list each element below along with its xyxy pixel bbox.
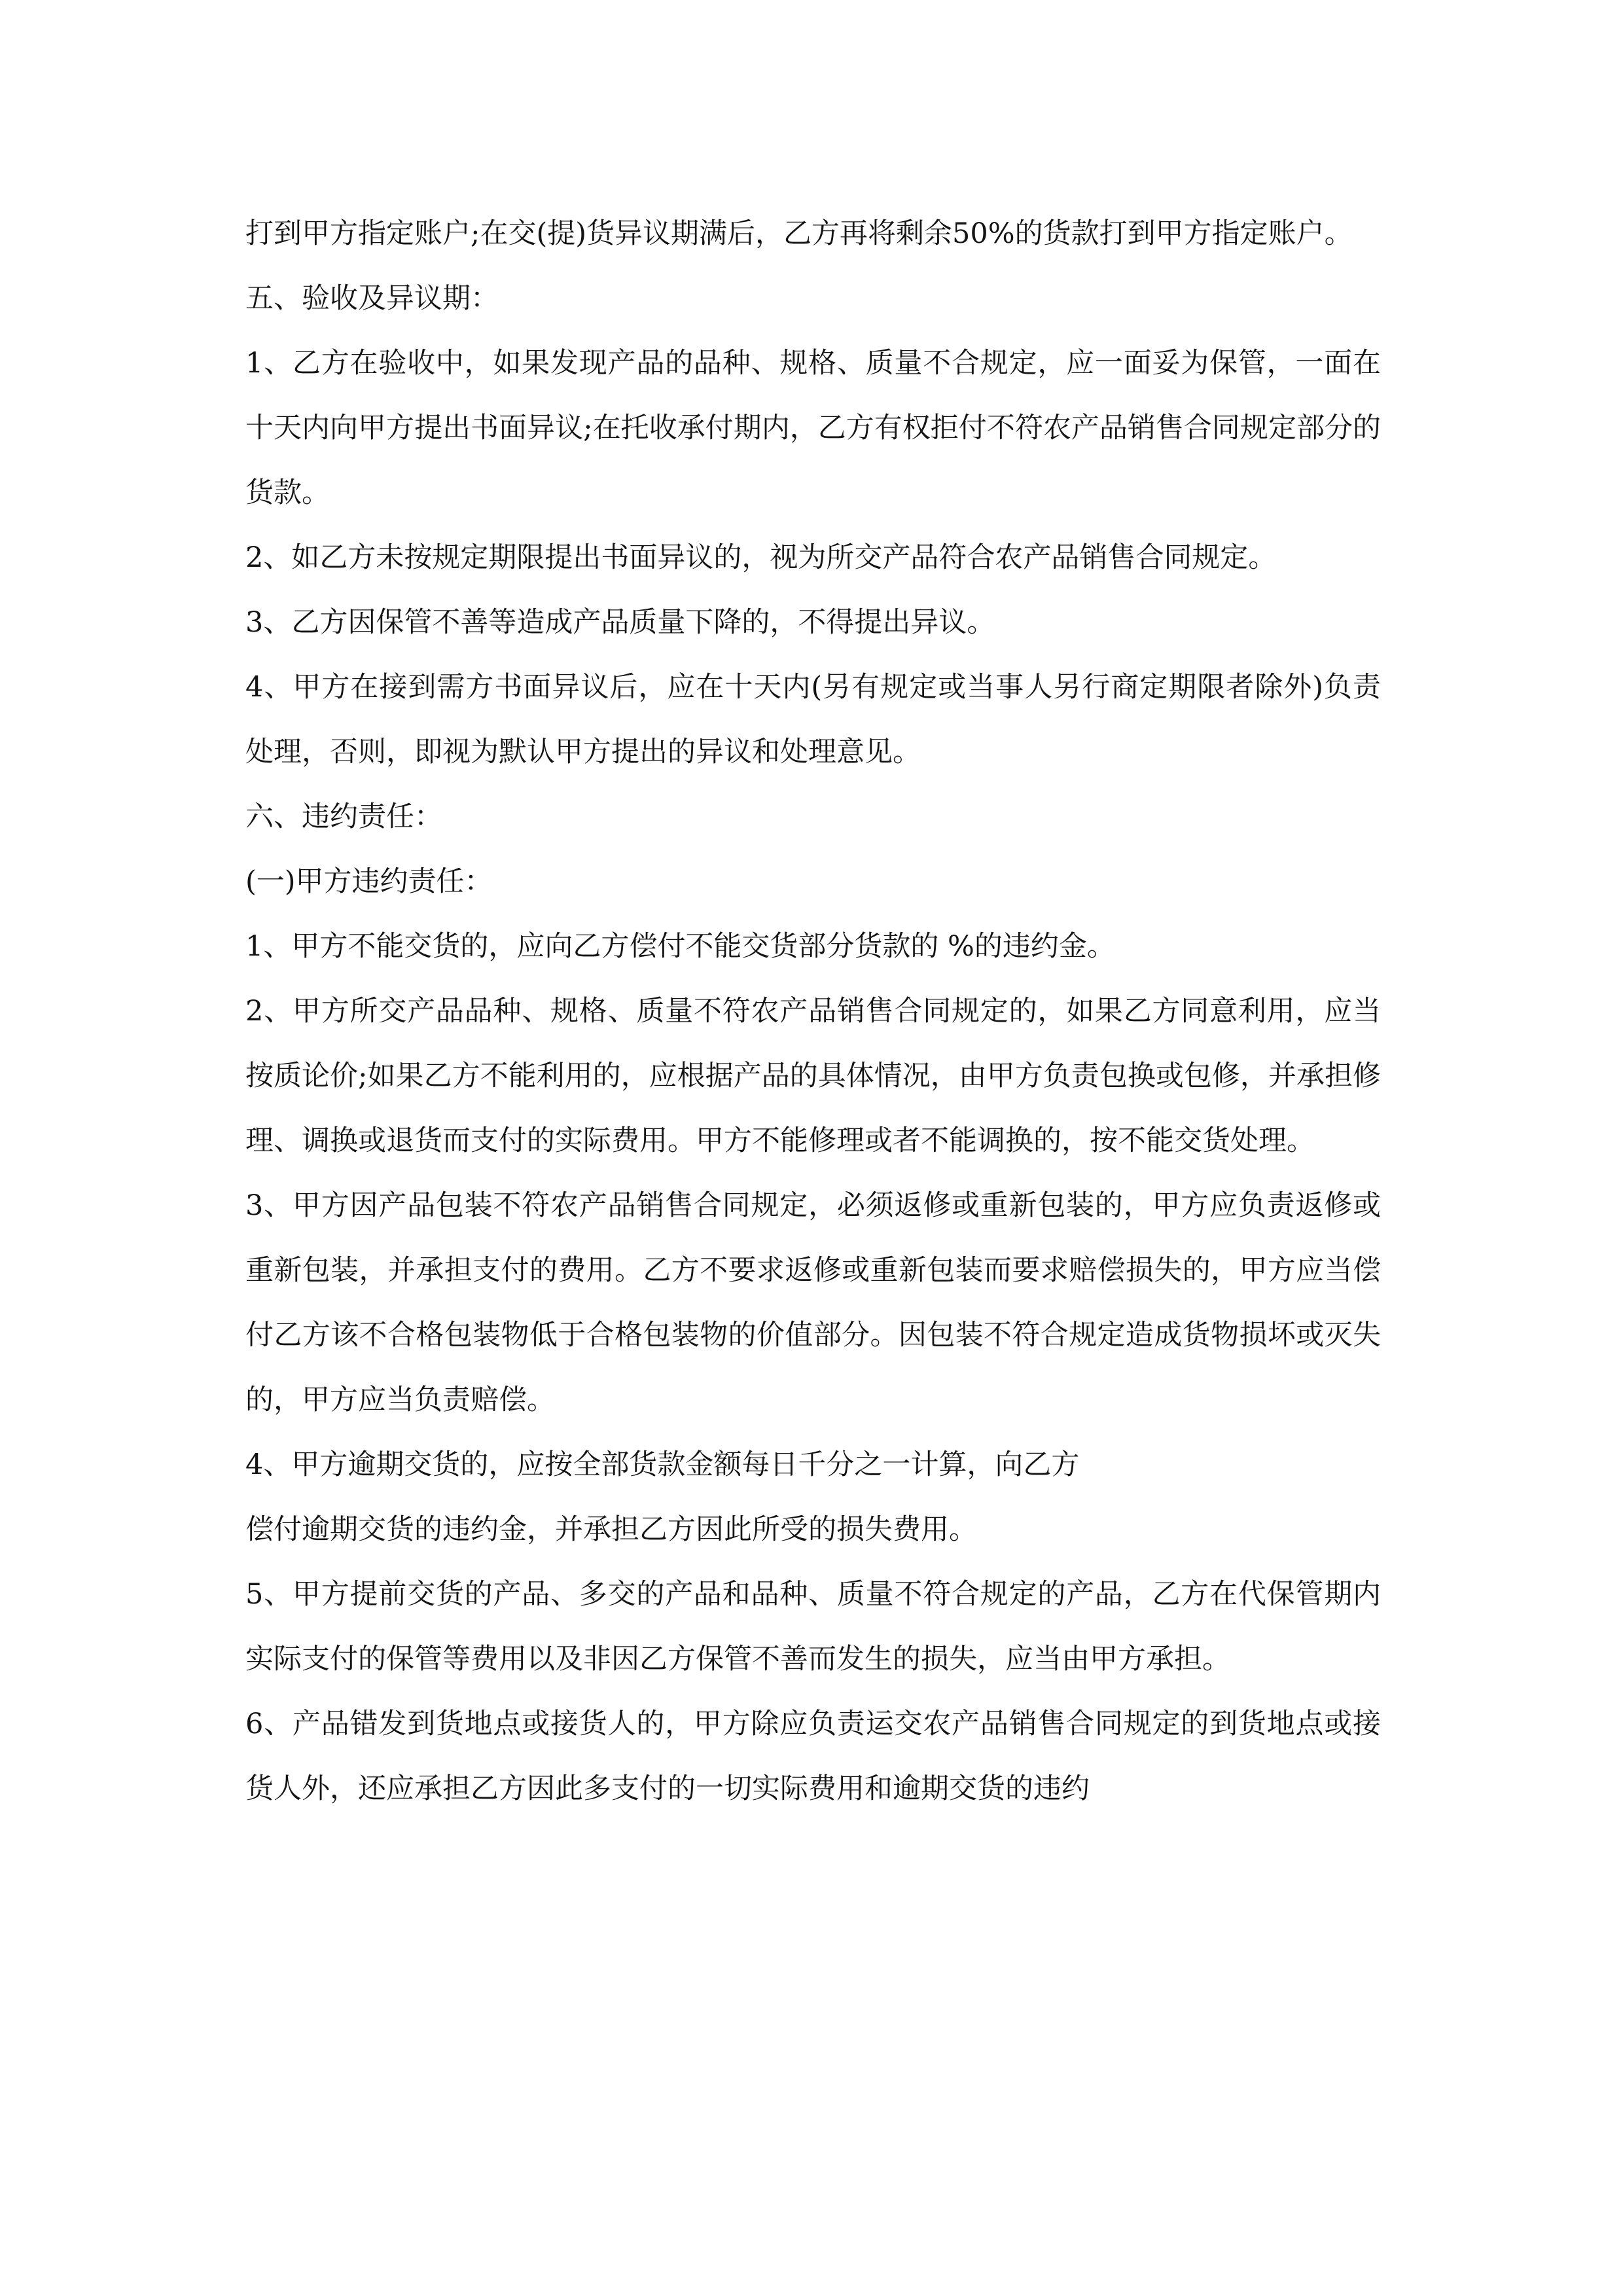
paragraph-liability-3: 3、甲方因产品包装不符农产品销售合同规定，必须返修或重新包装的，甲方应负责返修或重新包装，并承担支付的费用。乙方不要求返修或重新包装而要求赔偿损失的，甲方应当偿付乙方该不合格包装物低于合格包装物的价值部分。因包装不符合规定造成货物损坏或灭失的，甲方应当负责赔偿。: [245, 1189, 1381, 1416]
paragraph-liability-4-line-1: 4、甲方逾期交货的，应按全部货款金额每日千分之一计算，向乙方: [245, 1448, 1080, 1481]
paragraph-liability-4: [245, 1433, 1381, 1562]
paragraph-acceptance-4: 4、甲方在接到需方书面异议后，应在十天内(另有规定或当事人另行商定期限者除外)负责处理，否则，即视为默认甲方提出的异议和处理意见。: [245, 671, 1381, 768]
paragraph-payment-continued: 打到甲方指定账户;在交(提)货异议期满后，乙方再将剩余50%的货款打到甲方指定账户。: [245, 217, 1353, 250]
heading-acceptance-objection: 五、验收及异议期：: [245, 282, 499, 315]
document-body: [245, 202, 1381, 1821]
paragraph-acceptance-1: 1、乙方在验收中，如果发现产品的品种、规格、质量不合规定，应一面妥为保管，一面在十天内向甲方提出书面异议;在托收承付期内，乙方有权拒付不符农产品销售合同规定部分的货款。: [245, 347, 1381, 509]
paragraph-acceptance-3: 3、乙方因保管不善等造成产品质量下降的，不得提出异议。: [245, 606, 995, 639]
subheading-party-a-liability: (一)甲方违约责任：: [245, 865, 493, 898]
paragraph-liability-5: 5、甲方提前交货的产品、多交的产品和品种、质量不符合规定的产品，乙方在代保管期内实际支付的保管等费用以及非因乙方保管不善而发生的损失，应当由甲方承担。: [245, 1578, 1381, 1676]
paragraph-liability-6: 6、产品错发到货地点或接货人的，甲方除应负责运交农产品销售合同规定的到货地点或接货人外，还应承担乙方因此多支付的一切实际费用和逾期交货的违约: [245, 1708, 1381, 1805]
paragraph-liability-1: 1、甲方不能交货的，应向乙方偿付不能交货部分货款的 %的违约金。: [245, 930, 1115, 963]
paragraph-liability-4-line-2: 偿付逾期交货的违约金，并承担乙方因此所受的损失费用。: [245, 1513, 977, 1546]
paragraph-liability-2: 2、甲方所交产品品种、规格、质量不符农产品销售合同规定的，如果乙方同意利用，应当按质论价;如果乙方不能利用的，应根据产品的具体情况，由甲方负责包换或包修，并承担修理、调换或退货而支付的实际费用。甲方不能修理或者不能调换的，按不能交货处理。: [245, 995, 1381, 1157]
paragraph-acceptance-2: 2、如乙方未按规定期限提出书面异议的，视为所交产品符合农产品销售合同规定。: [245, 541, 1277, 574]
heading-liability: 六、违约责任：: [245, 800, 442, 833]
